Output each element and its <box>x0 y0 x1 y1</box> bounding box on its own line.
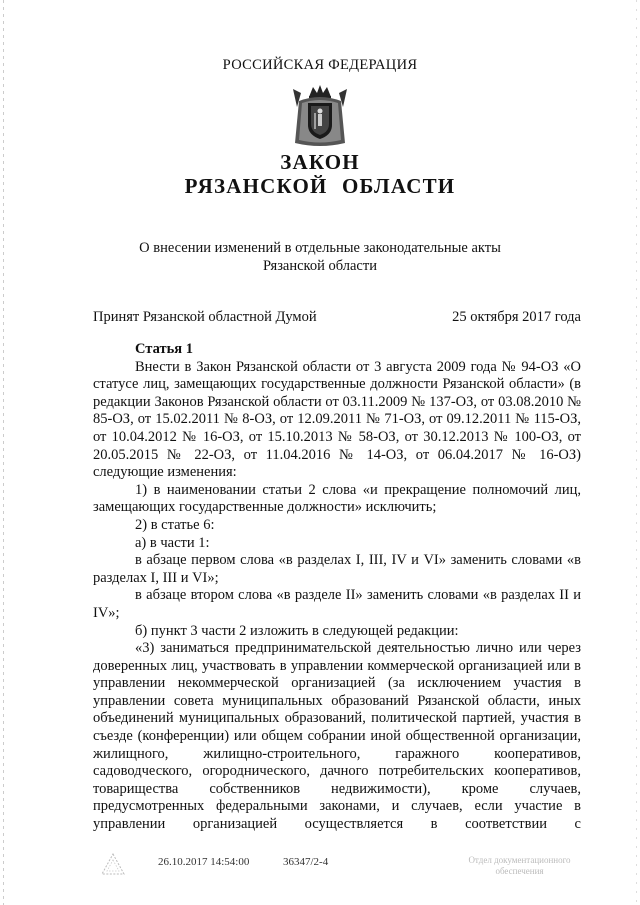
scan-edge-left <box>3 0 4 905</box>
paragraph: 2) в статье 6: <box>135 516 215 533</box>
paragraph: «3) заниматься предпринимательской деятельностью лично или через доверенных лиц, участвовать в управлении коммерческой организацией или в управлении некоммерческой организацией (за исключением участия в управлении совета муниципальных образований Рязанской области, иных объединений муниципальных образований, политической партией, участия в съезде (конференции) или общем собрании иной общественной организации, жилищного, жилищно-строительного, гаражного кооперативов, садоводческого, огороднического, дачного потребительских кооперативов, товарищества собственников недвижимости), кроме случаев, предусмотренных федеральными законами, и случаев, если участие в управлении организацией осуществляется в соответствии с <box>93 640 581 833</box>
adoption-date: 25 октября 2017 года <box>452 309 581 325</box>
country-heading: РОССИЙСКАЯ ФЕДЕРАЦИЯ <box>222 57 418 73</box>
paragraph: б) пункт 3 части 2 изложить в следующей редакции: <box>135 622 459 639</box>
ryazan-coat-of-arms-icon <box>291 83 349 151</box>
law-title-line2: РЯЗАНСКОЙ ОБЛАСТИ <box>184 174 456 198</box>
paragraph: в абзаце втором слова «в разделе II» заменить словами «в разделах II и IV»; <box>93 587 581 621</box>
paragraph: в абзаце первом слова «в разделах I, III, IV и VI» заменить словами «в разделах I, III и VI»; <box>93 552 581 586</box>
subject-line1: О внесении изменений в отдельные законодательные акты <box>139 240 501 256</box>
paragraph: 1) в наименовании статьи 2 слова «и прекращение полномочий лиц, замещающих государственные должности» исключить; <box>93 481 581 516</box>
article-body <box>93 341 581 834</box>
law-subject <box>0 239 640 275</box>
adoption-line <box>93 309 581 326</box>
stamp-line2: обеспечения <box>495 866 544 876</box>
paragraph: Внести в Закон Рязанской области от 3 августа 2009 года № 94-ОЗ «О статусе лиц, замещающих государственные должности Рязанской области» (в редакции Законов Рязанской области от 03.11.2009 № 137-ОЗ, от 03.08.2010 № 85-ОЗ, от 15.02.2011 № 8-ОЗ, от 12.09.2011 № 71-ОЗ, от 09.12.2011 № 115-ОЗ, от 10.04.2012 № 16-ОЗ, от 15.10.2013 № 58-ОЗ, от 30.12.2013 № 100-ОЗ, от 20.05.2015 № 22-ОЗ, от 11.04.2016 № 14-ОЗ, от 06.04.2017 № 16-ОЗ) следующие изменения: <box>93 358 581 481</box>
footer-doc-number: 36347/2-4 <box>283 856 329 868</box>
law-title <box>0 150 640 198</box>
paragraph: а) в части 1: <box>135 534 210 551</box>
article-title: Статья 1 <box>135 341 193 357</box>
footer-timestamp: 26.10.2017 14:54:00 <box>158 856 250 868</box>
law-title-line1: ЗАКОН <box>280 150 360 174</box>
scan-edge-right <box>636 0 637 905</box>
registration-stamp <box>452 855 587 877</box>
stamp-line1: Отдел документационного <box>468 855 571 865</box>
subject-line2: Рязанской области <box>263 258 377 274</box>
scan-mark-icon <box>100 852 126 878</box>
adopted-by: Принят Рязанской областной Думой <box>93 309 317 325</box>
